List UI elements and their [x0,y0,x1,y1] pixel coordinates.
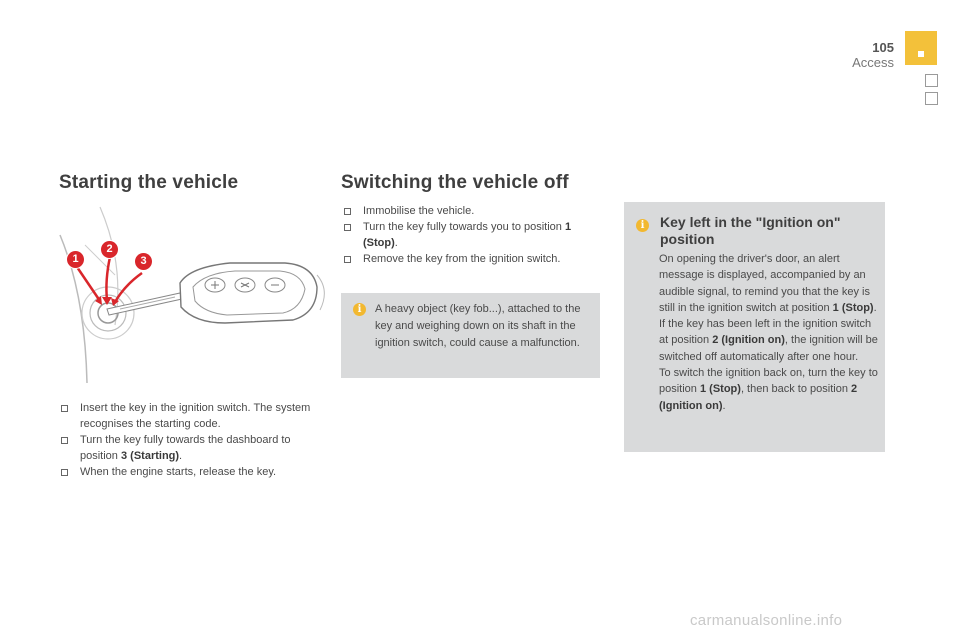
starting-step: Turn the key fully towards the dashboard to position 3 (Starting). [58,432,320,464]
callout-3: 3 [135,253,152,270]
switching-off-title: Switching the vehicle off [341,172,569,193]
starting-step: When the engine starts, release the key. [58,464,320,480]
switching-off-step: Remove the key from the ignition switch. [341,251,591,267]
watermark: carmanualsonline.info [690,612,843,629]
starting-title: Starting the vehicle [59,172,239,193]
starting-steps [58,400,320,480]
callout-2: 2 [101,241,118,258]
section-tab[interactable] [925,74,938,87]
key-left-text: On opening the driver's door, an alert message is displayed, accompanied by an audible signal, to remind you that the key is still in the ignition switch at position 1 (Stop). If the key has been left in the ignition switch at position 2 (Ignition on), the ignition will be switched off automatically after one hour. To switch the ignition back on, turn the key to position 1 (Stop), then back to position 2 (Ignition on). [659,253,878,412]
section-tab[interactable] [925,92,938,105]
starting-step: Insert the key in the ignition switch. The system recognises the starting code. [58,400,320,432]
section-name: Access [852,55,894,70]
switching-off-step: Immobilise the vehicle. [341,203,591,219]
info-icon: i [636,219,649,232]
section-tab-active[interactable] [905,31,937,65]
key-left-title: Key left in the "Ignition on" position [660,214,841,247]
switching-off-step: Turn the key fully towards you to position 1 (Stop). [341,219,591,251]
page-number: 105 [872,40,894,55]
callout-1: 1 [67,251,84,268]
switching-off-steps [341,203,591,267]
info-icon: i [353,303,366,316]
warning-note-text: A heavy object (key fob...), attached to the key and weighing down on its shaft in the ignition switch, could cause a malfunction. [375,303,581,349]
ignition-key-illustration [55,205,330,390]
